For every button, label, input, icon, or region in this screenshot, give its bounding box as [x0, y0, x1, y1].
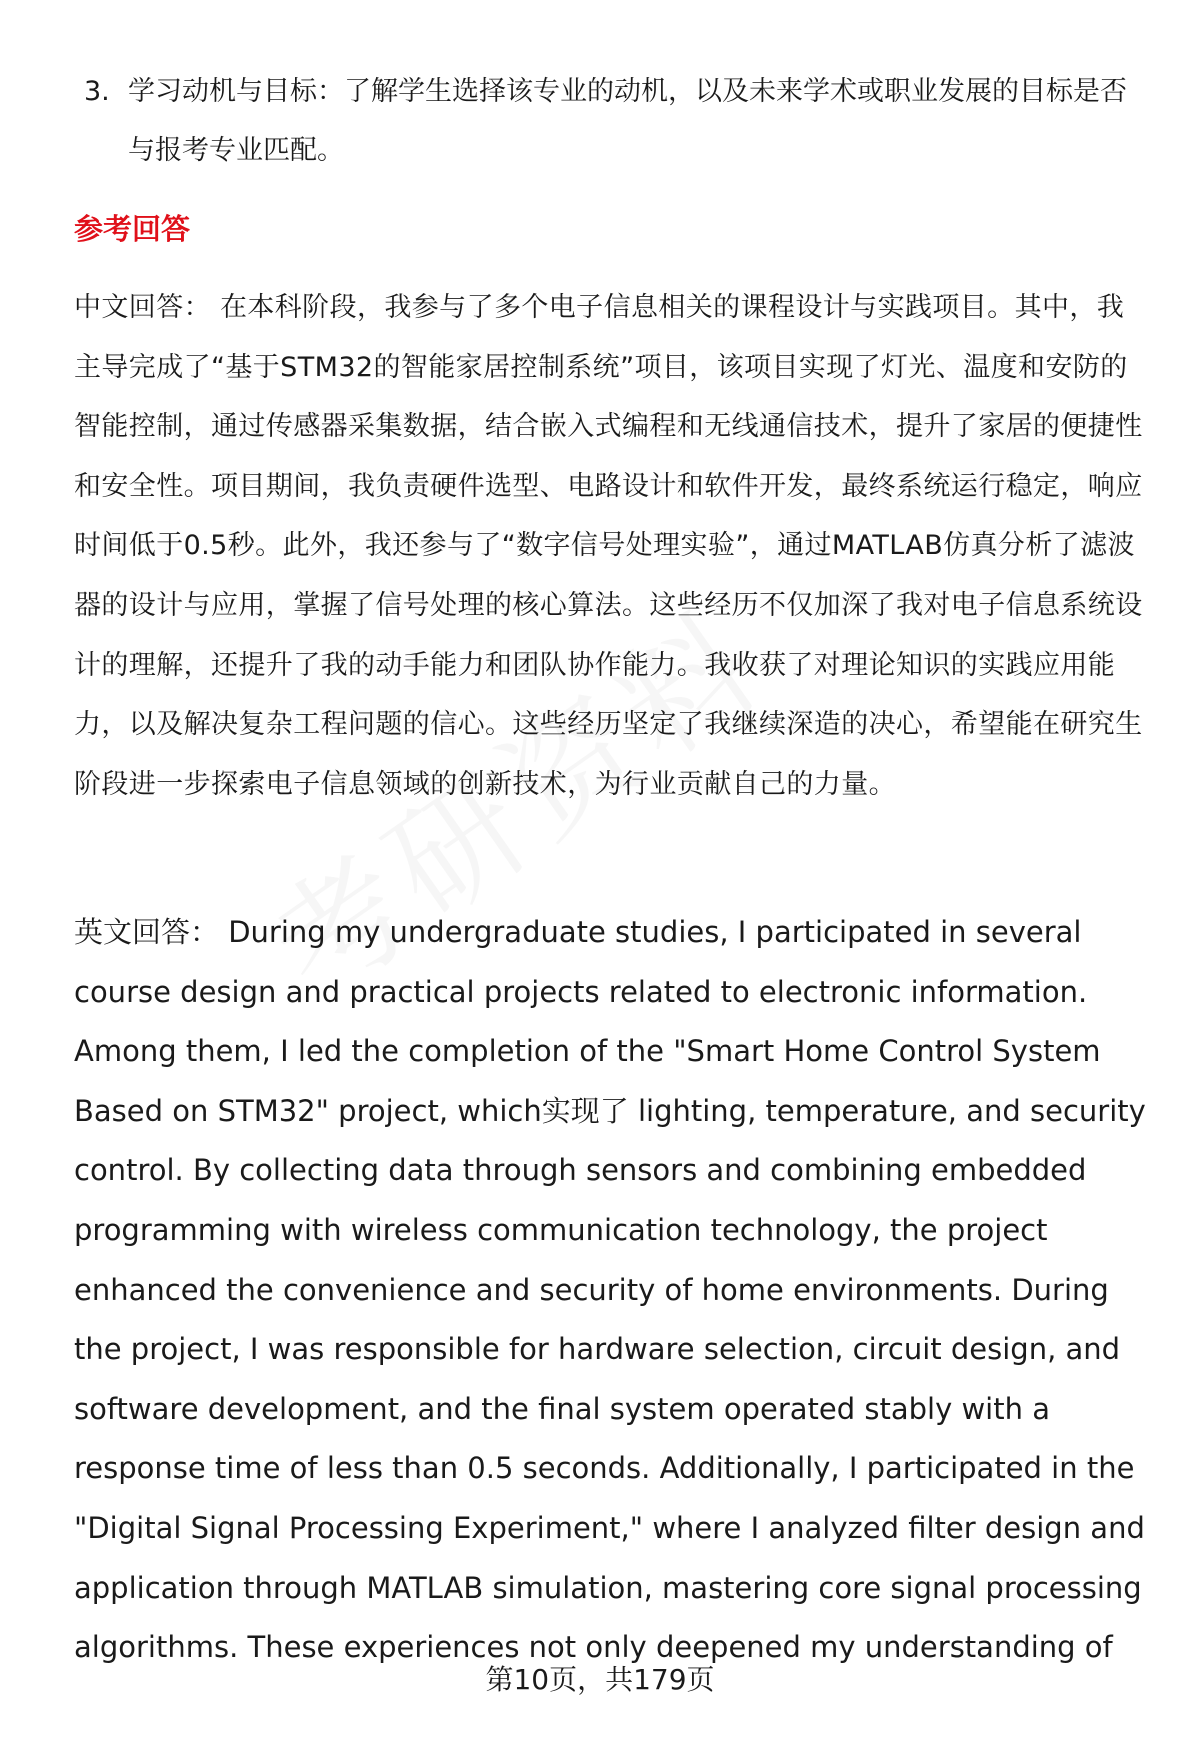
list-item-text: 学习动机与目标：了解学生选择该专业的动机，以及未来学术或职业发展的目标是否与报考专业匹配。 — [128, 76, 1127, 166]
english-answer-paragraph: 英文回答： During my undergraduate studies, I participated in several course design and practical projects related to electronic information. Among them, I led the completion of the "Smart Home Control System Based on STM32" project, which实现了 lighting, temperature, and security control. By collecting data through sensors and combining embedded programming with wireless communication technology, the project enhanced the convenience and security of home environments. During the project, I was responsible for hardware selection, circuit design, and software development, and the final system operated stably with a response time of less than 0.5 seconds. Additionally, I participated in the "Digital Signal Processing Experiment," where I analyzed filter design and application through MATLAB simulation, mastering core signal processing algorithms. These experiences not only deepened my understanding of — [74, 915, 1146, 1665]
list-item-learning-motivation — [84, 62, 1144, 180]
page-number-footer: 第10页，共179页 — [485, 1663, 715, 1696]
list-item-number: 3. — [84, 76, 110, 107]
chinese-answer-paragraph: 中文回答： 在本科阶段，我参与了多个电子信息相关的课程设计与实践项目。其中，我主导完成了“基于STM32的智能家居控制系统”项目，该项目实现了灯光、温度和安防的智能控制，通过传感器采集数据，结合嵌入式编程和无线通信技术，提升了家居的便捷性和安全性。项目期间，我负责硬件选型、电路设计和软件开发，最终系统运行稳定，响应时间低于0.5秒。此外，我还参与了“数字信号处理实验”，通过MATLAB仿真分析了滤波器的设计与应用，掌握了信号处理的核心算法。这些经历不仅加深了我对电子信息系统设计的理解，还提升了我的动手能力和团队协作能力。我收获了对理论知识的实践应用能力，以及解决复杂工程问题的信心。这些经历坚定了我继续深造的决心，希望能在研究生阶段进一步探索电子信息领域的创新技术，为行业贡献自己的力量。 — [74, 292, 1143, 800]
section-heading-reference-answer: 参考回答 — [74, 212, 191, 246]
